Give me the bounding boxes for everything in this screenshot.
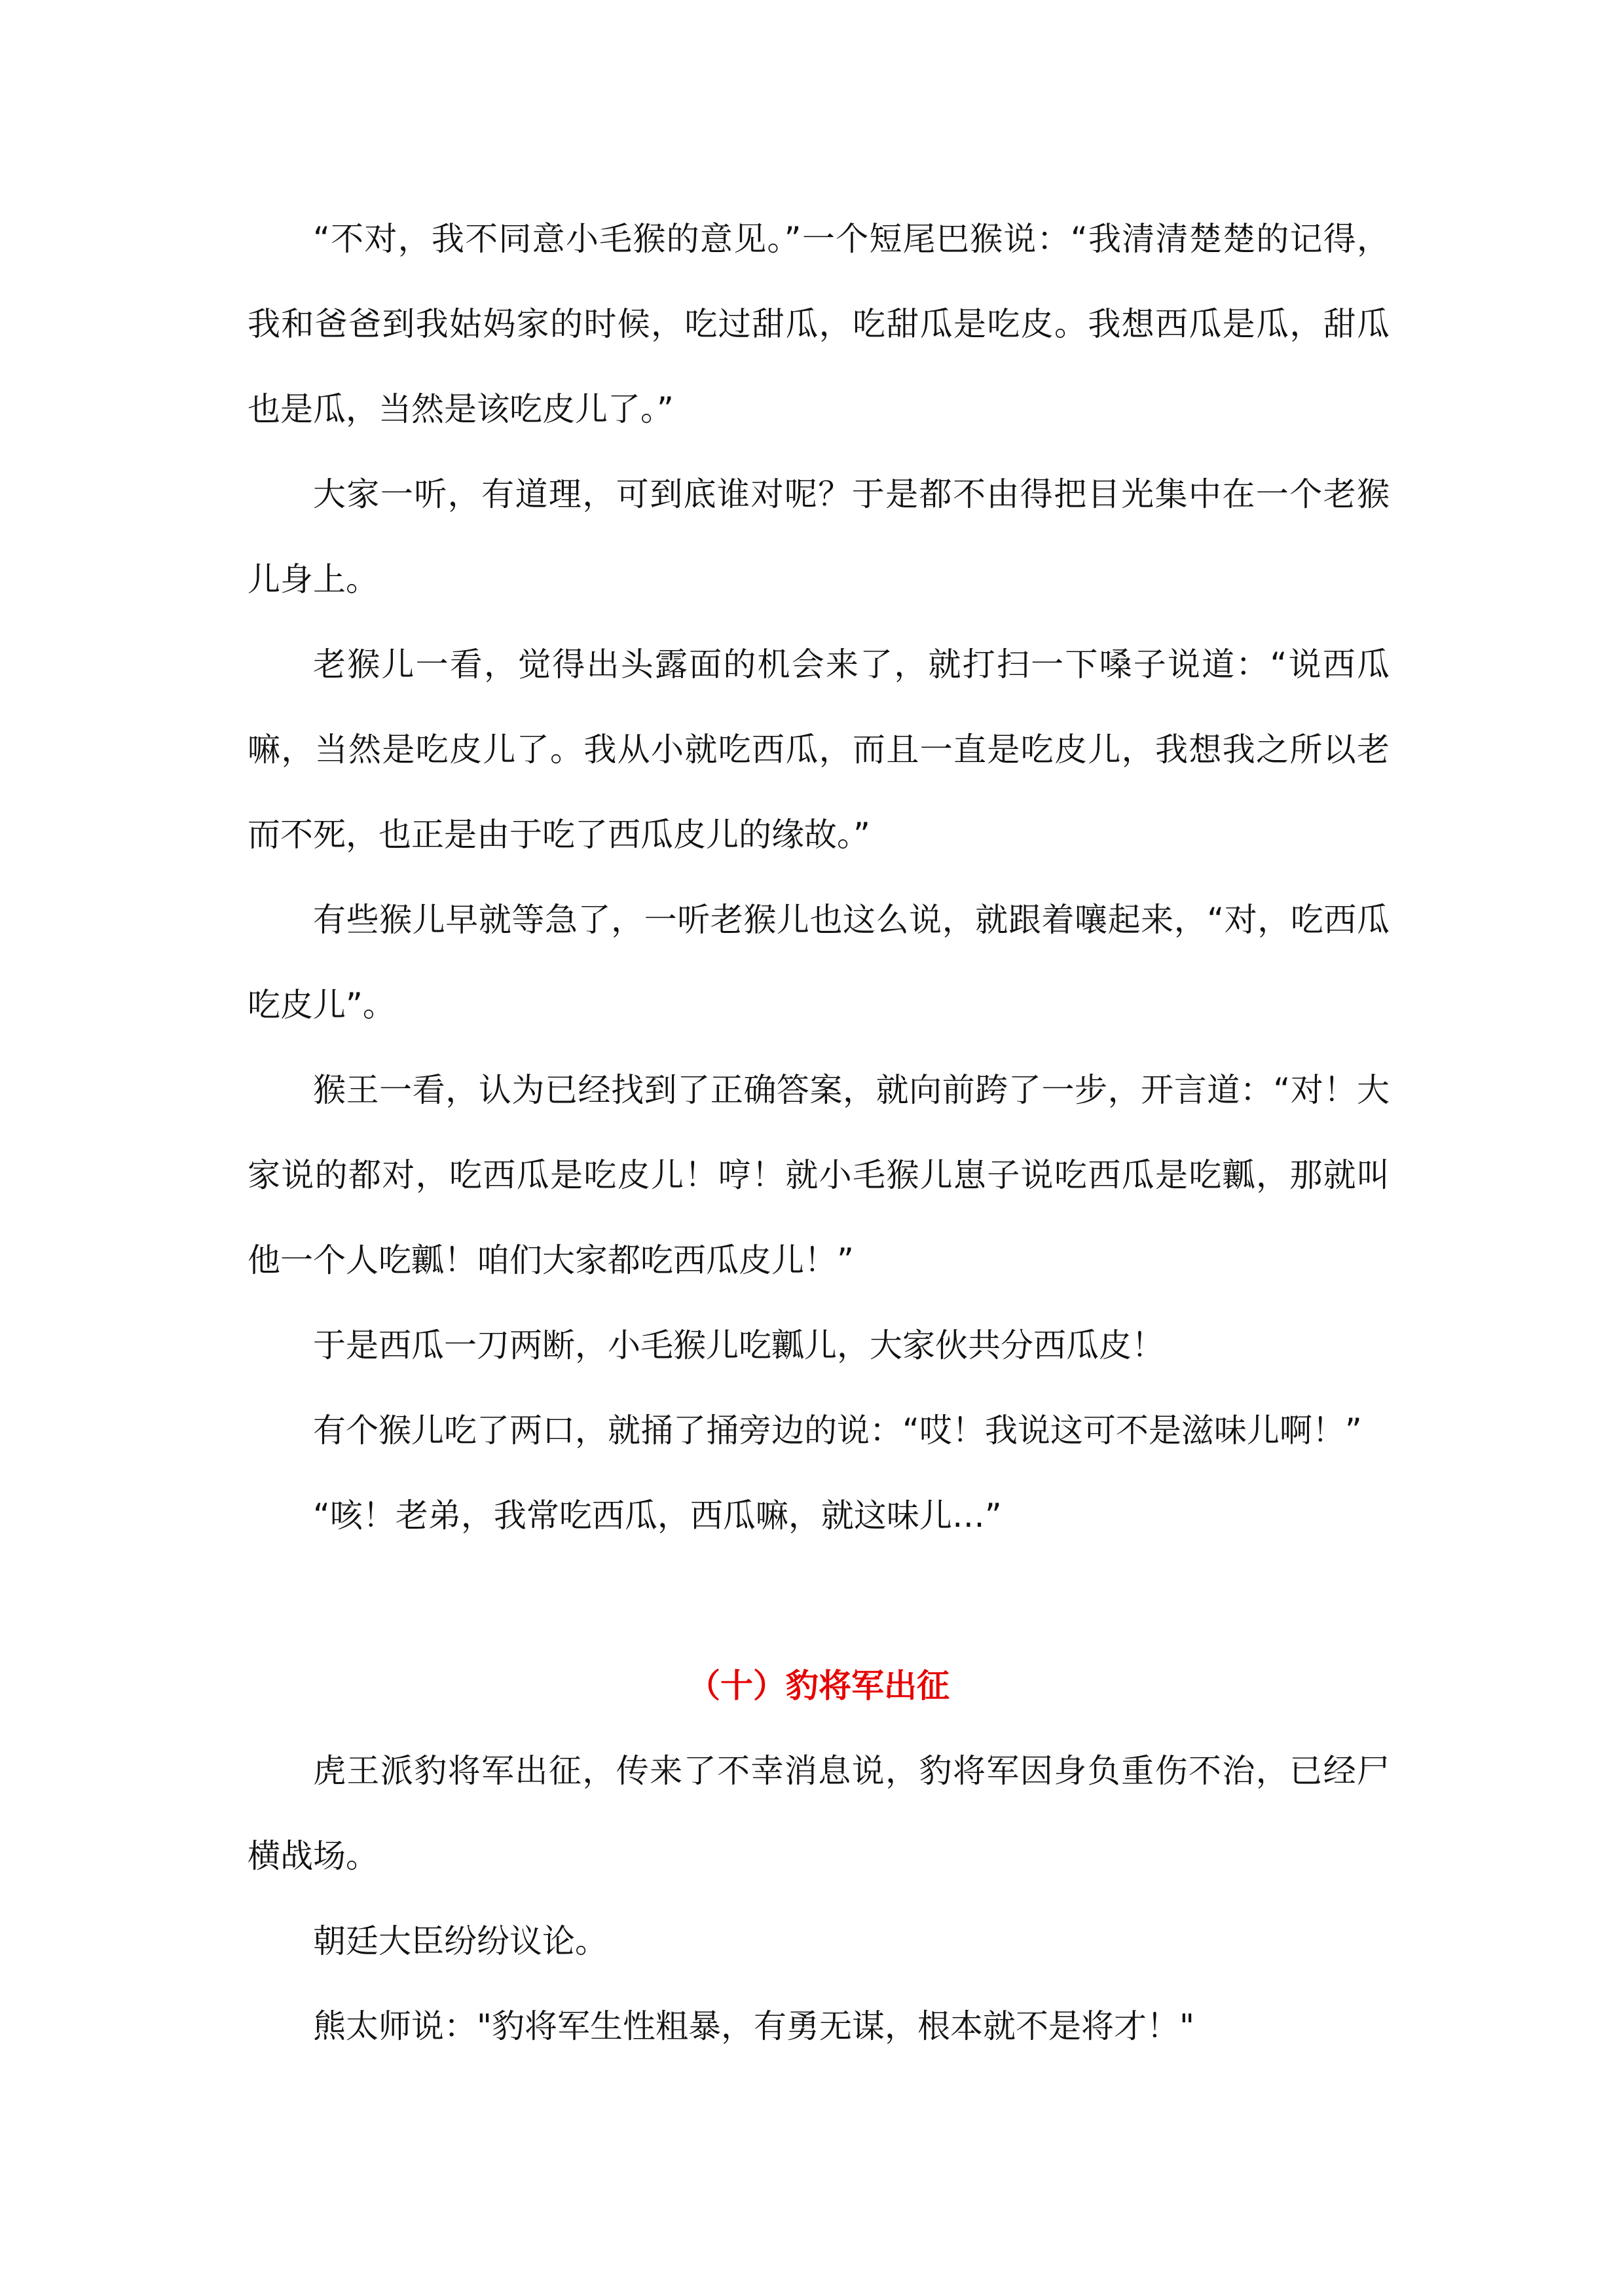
- paragraph: 朝廷大臣纷纷议论。: [313, 1922, 608, 1960]
- document-page: [248, 196, 1390, 2069]
- paragraph: 有个猴儿吃了两口，就捅了捅旁边的说：“哎！我说这可不是滋味儿啊！”: [313, 1412, 1362, 1449]
- paragraph: 虎王派豹将军出征，传来了不幸消息说，豹将军因身负重伤不治，已经尸横战场。: [248, 1752, 1390, 1875]
- paragraph: 老猴儿一看，觉得出头露面的机会来了，就打扫一下嗓子说道：“说西瓜嘛，当然是吃皮儿了。我从小就吃西瓜，而且一直是吃皮儿，我想我之所以老而不死，也正是由于吃了西瓜皮儿的缘故。”: [248, 646, 1390, 854]
- paragraph: 大家一听，有道理，可到底谁对呢？于是都不由得把目光集中在一个老猴儿身上。: [248, 475, 1390, 598]
- paragraph: “不对，我不同意小毛猴的意见。”一个短尾巴猴说：“我清清楚楚的记得，我和爸爸到我姑妈家的时候，吃过甜瓜，吃甜瓜是吃皮。我想西瓜是瓜，甜瓜也是瓜，当然是该吃皮儿了。”: [248, 220, 1390, 428]
- paragraph: 有些猴儿早就等急了，一听老猴儿也这么说，就跟着嚷起来，“对，吃西瓜吃皮儿”。: [248, 901, 1390, 1024]
- paragraph: 猴王一看，认为已经找到了正确答案，就向前跨了一步，开言道：“对！大家说的都对，吃西瓜是吃皮儿！哼！就小毛猴儿崽子说吃西瓜是吃瓤，那就叫他一个人吃瓤！咱们大家都吃西瓜皮儿！”: [248, 1071, 1390, 1279]
- section-heading: （十）豹将军出征: [688, 1667, 950, 1705]
- paragraph: “咳！老弟，我常吃西瓜，西瓜嘛，就这味儿…”: [313, 1497, 1002, 1535]
- paragraph: 于是西瓜一刀两断，小毛猴儿吃瓤儿，大家伙共分西瓜皮！: [313, 1326, 1164, 1364]
- section-spacer: [248, 1558, 1390, 1643]
- paragraph: 熊太师说："豹将军生性粗暴，有勇无谋，根本就不是将才！": [313, 2007, 1194, 2045]
